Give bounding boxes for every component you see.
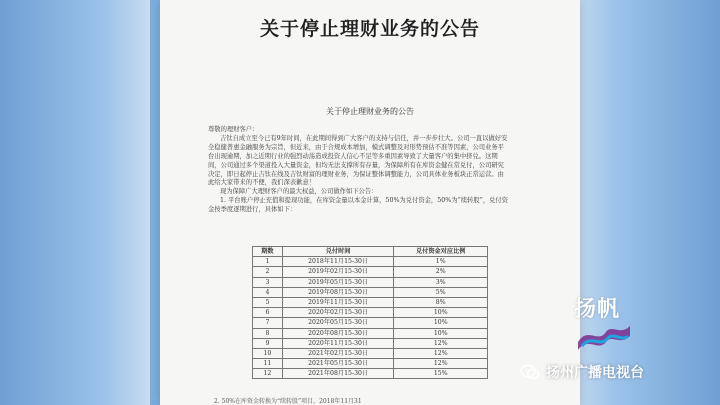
cell-ratio: 5% — [394, 287, 488, 297]
paragraph-1: 吉钛自成立至今已有9年时间，在此期间得到广大客户的支持与信任，并一步步壮大。公司一直以做好安全稳健普惠金融服务为宗旨，但近来，由于合规成本增加，模式调整及对形势预估不准等因素，公司业务平台出现逾期，加之近期行业的强烈动荡造成投资人信心不足等多重因素导致了大量客户的集中挤兑。这期间，公司通过多个渠道投入大量资金，但均无法支撑所有存量，为保障所有在库资金健在常兑付，公司研究决定，即日起停止吉钛在线及吉钛财富的理财业务，为保证整体调整能力，公司具体业务板块正常运营。由此给大家带来的不便，我们深表歉意！ — [208, 134, 508, 187]
announcement-paper — [160, 0, 580, 405]
cell-time: 2021年08月15-30日 — [282, 369, 394, 379]
cell-time: 2019年05月15-30日 — [282, 277, 394, 287]
paragraph-3: 1. 平台账户停止充值和提现功能，在库资金量以本金计算，50%为兑付资金，50%为“续转股”，兑付资金按季度逐期进行，具体如下： — [208, 197, 509, 214]
table-row — [253, 257, 488, 267]
table-row — [253, 308, 488, 318]
cell-time: 2021年02月15-30日 — [282, 348, 394, 358]
cell-ratio: 12% — [394, 348, 488, 358]
channel-name: 扬州广播电视台 — [546, 365, 644, 381]
document-body — [208, 126, 510, 215]
cell-period: 12 — [253, 369, 283, 379]
table-row — [253, 348, 488, 358]
header-ratio: 兑付资金对应比例 — [394, 247, 488, 257]
paragraph-2: 现为保障广大理财客户的最大权益，公司做作如下公告： — [220, 188, 378, 196]
cell-period: 7 — [253, 318, 283, 328]
cell-period: 5 — [253, 297, 283, 307]
table-row — [253, 318, 488, 328]
cell-ratio: 10% — [394, 308, 488, 318]
cell-period: 9 — [253, 338, 283, 348]
cell-ratio: 12% — [394, 338, 488, 348]
cell-period: 4 — [253, 287, 283, 297]
cell-ratio: 12% — [394, 359, 488, 369]
greeting: 尊敬的理财客户： — [208, 126, 259, 133]
cell-ratio: 1% — [394, 257, 488, 267]
table-row — [253, 277, 488, 287]
cell-ratio: 3% — [394, 277, 488, 287]
cell-time: 2019年11月15-30日 — [282, 297, 394, 307]
wechat-icon — [520, 364, 540, 380]
blurred-background-left — [0, 0, 150, 405]
cell-time: 2019年08月15-30日 — [282, 287, 394, 297]
cell-time: 2020年08月15-30日 — [282, 328, 394, 338]
document-title: 关于停止理财业务的公告 — [326, 107, 414, 116]
logo-text: 扬帆 — [574, 297, 621, 322]
cell-period: 3 — [253, 277, 283, 287]
cell-ratio: 10% — [394, 318, 488, 328]
cell-time: 2020年11月15-30日 — [282, 338, 394, 348]
cell-time: 2018年11月15-30日 — [282, 257, 394, 267]
table-row — [253, 328, 488, 338]
table-row — [253, 267, 488, 277]
cell-ratio: 8% — [394, 297, 488, 307]
cell-time: 2020年05月15-30日 — [282, 318, 394, 328]
cell-ratio: 10% — [394, 328, 488, 338]
table-row — [253, 338, 488, 348]
cell-period: 1 — [253, 257, 283, 267]
cell-ratio: 2% — [394, 267, 488, 277]
table-row — [253, 287, 488, 297]
header-period: 期数 — [253, 247, 283, 257]
channel-watermark — [520, 362, 644, 382]
footnote: 2. 50%在库资金转换为“续转股”项目，2018年11月31 — [214, 398, 362, 405]
cell-period: 2 — [253, 267, 283, 277]
cell-time: 2020年02月15-30日 — [282, 308, 394, 318]
cell-time: 2021年05月15-30日 — [282, 359, 394, 369]
cell-period: 11 — [253, 359, 283, 369]
cell-period: 10 — [253, 348, 283, 358]
table-header-row — [253, 247, 488, 257]
cell-period: 8 — [253, 328, 283, 338]
payment-schedule-table — [252, 246, 488, 379]
headline: 关于停止理财业务的公告 — [259, 18, 480, 40]
cell-time: 2019年02月15-30日 — [282, 267, 394, 277]
header-time: 兑付时间 — [282, 247, 394, 257]
table-row — [253, 369, 488, 379]
table-row — [253, 297, 488, 307]
cell-ratio: 15% — [394, 369, 488, 379]
table-row — [253, 359, 488, 369]
cell-period: 6 — [253, 308, 283, 318]
